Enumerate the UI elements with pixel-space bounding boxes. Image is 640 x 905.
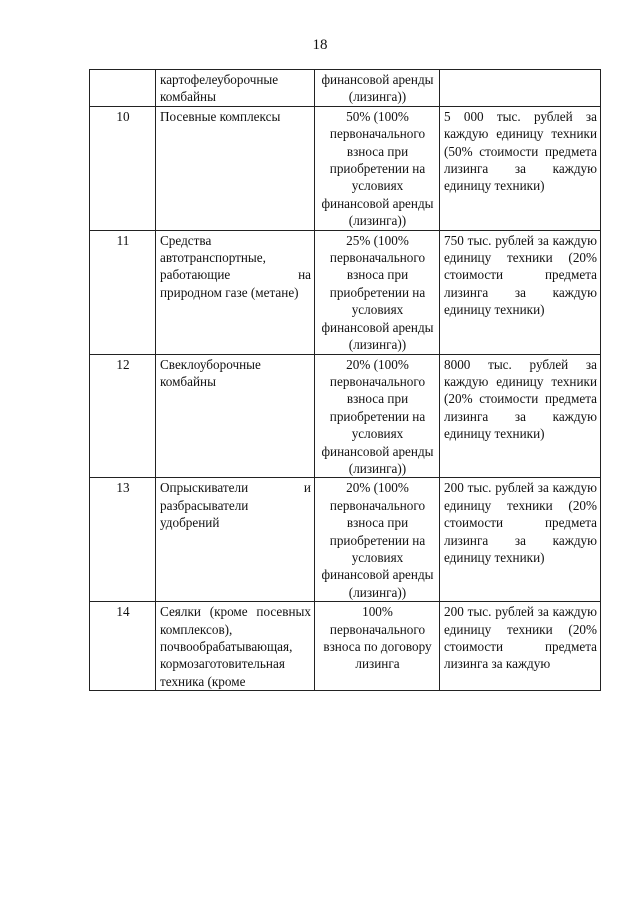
table-row — [90, 478, 601, 602]
subsidy-share-cell: 50% (100% первоначального взноса при приобретении на условиях финансовой аренды (лизинга)) — [315, 106, 440, 230]
row-number-cell: 11 — [90, 230, 156, 354]
leasing-subsidy-table — [89, 69, 601, 691]
subsidy-share-cell: 20% (100% первоначального взноса при приобретении на условиях финансовой аренды (лизинга)) — [315, 354, 440, 478]
table-row — [90, 602, 601, 691]
subsidy-amount-cell: 5 000 тыс. рублей за каждую единицу техники (50% стоимости предмета лизинга за каждую единицу техники) — [440, 106, 601, 230]
page-number: 18 — [312, 37, 328, 53]
table-row — [90, 354, 601, 478]
row-number-cell: 10 — [90, 106, 156, 230]
subsidy-share-cell: 25% (100% первоначального взноса при приобретении на условиях финансовой аренды (лизинга)) — [315, 230, 440, 354]
row-number-cell: 14 — [90, 602, 156, 691]
equipment-name-cell: Посевные комплексы — [156, 106, 315, 230]
equipment-name-cell: Свеклоуборочные комбайны — [156, 354, 315, 478]
table-row — [90, 70, 601, 107]
row-number-cell: 12 — [90, 354, 156, 478]
subsidy-amount-cell: 750 тыс. рублей за каждую единицу техники (20% стоимости предмета лизинга за каждую единицу техники) — [440, 230, 601, 354]
subsidy-amount-cell: 200 тыс. рублей за каждую единицу техники (20% стоимости предмета лизинга за каждую единицу техники) — [440, 478, 601, 602]
subsidy-share-cell: финансовой аренды (лизинга)) — [315, 70, 440, 107]
equipment-name-cell: Сеялки (кроме посевных комплексов), почвообрабатывающая, кормозаготовительная техника (кроме — [156, 602, 315, 691]
equipment-name-cell: Опрыскиватели и разбрасыватели удобрений — [156, 478, 315, 602]
equipment-name-cell: картофелеуборочные комбайны — [156, 70, 315, 107]
subsidy-share-cell: 20% (100% первоначального взноса при приобретении на условиях финансовой аренды (лизинга)) — [315, 478, 440, 602]
subsidy-amount-cell: 8000 тыс. рублей за каждую единицу техники (20% стоимости предмета лизинга за каждую единицу техники) — [440, 354, 601, 478]
row-number-cell: 13 — [90, 478, 156, 602]
table-row — [90, 230, 601, 354]
row-number-cell — [90, 70, 156, 107]
subsidy-amount-cell: 200 тыс. рублей за каждую единицу техники (20% стоимости предмета лизинга за каждую — [440, 602, 601, 691]
subsidy-amount-cell — [440, 70, 601, 107]
subsidy-share-cell: 100% первоначального взноса по договору лизинга — [315, 602, 440, 691]
equipment-name-cell: Средства автотранспортные, работающие на природном газе (метане) — [156, 230, 315, 354]
table-row — [90, 106, 601, 230]
